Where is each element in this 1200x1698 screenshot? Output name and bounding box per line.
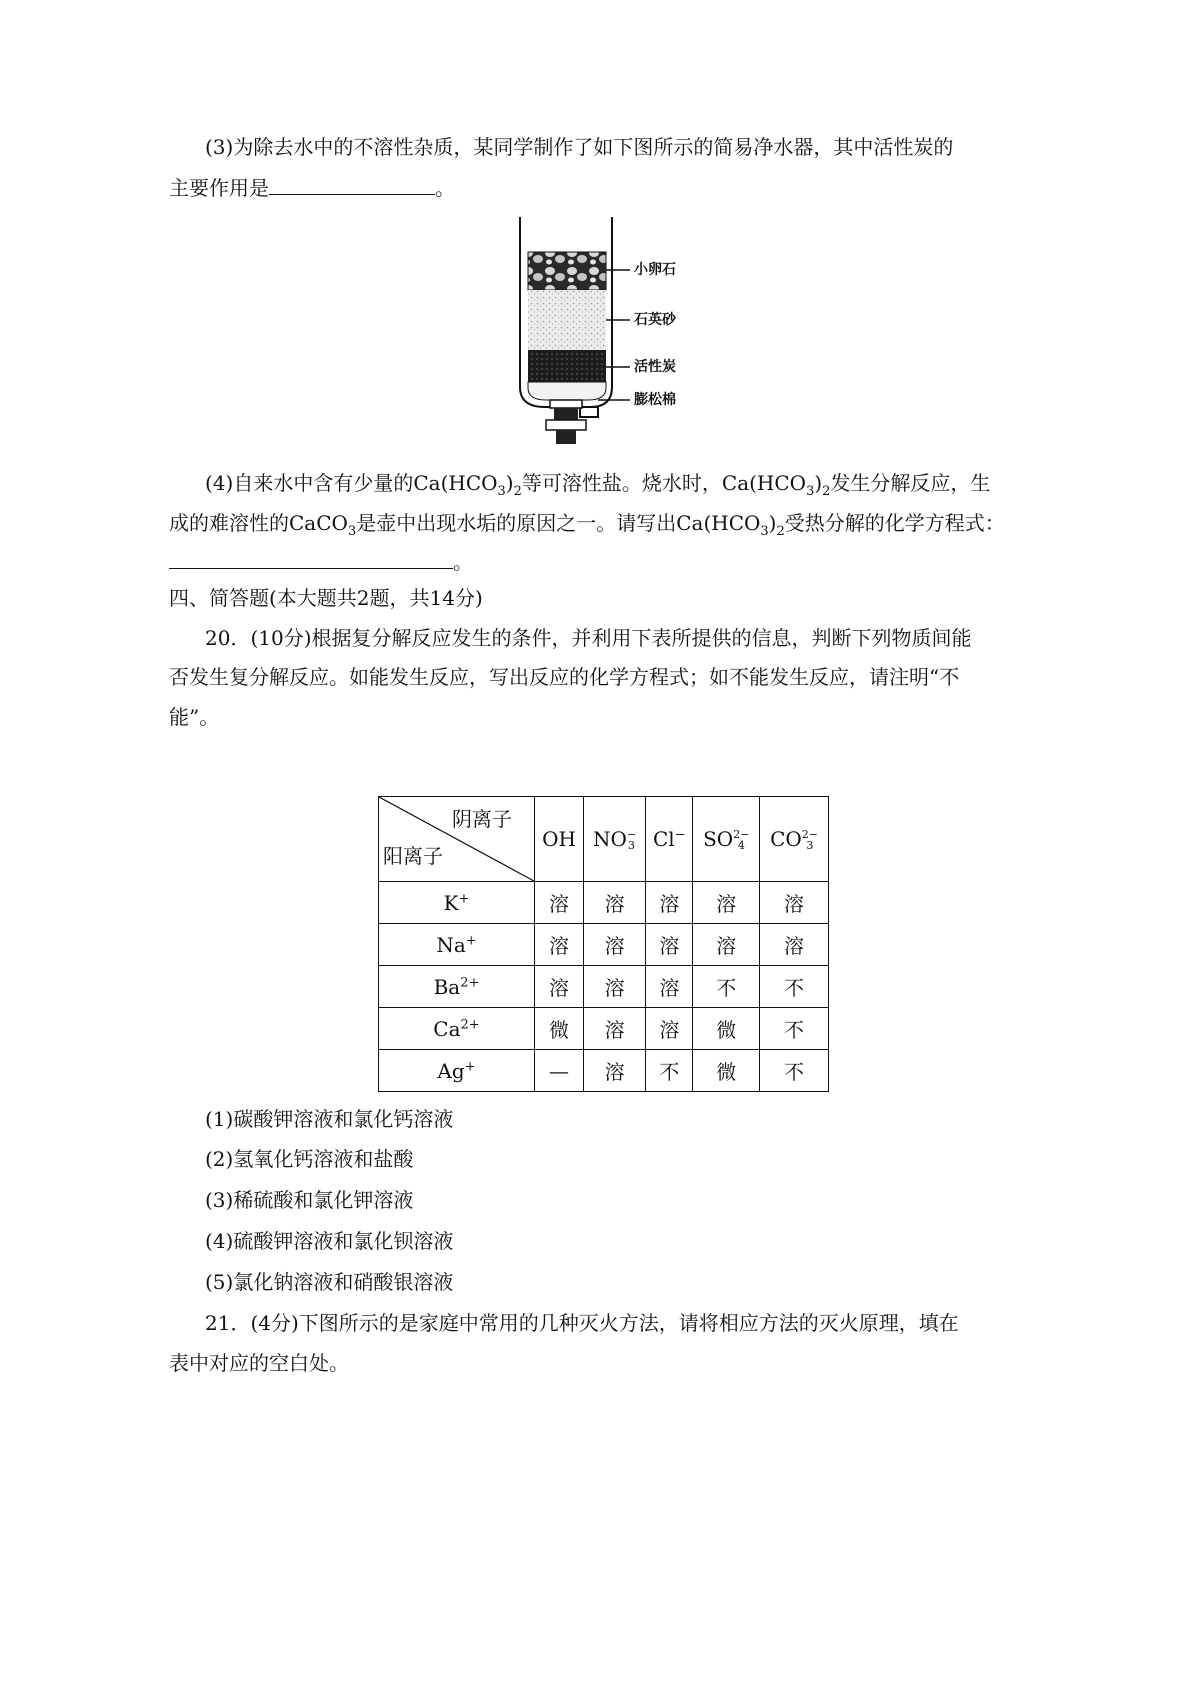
table-row bbox=[379, 1050, 829, 1092]
table-cell: 不 bbox=[760, 966, 829, 1008]
q20-line2: 否发生复分解反应。如能发生反应，写出反应的化学方程式；如不能发生反应，请注明“不 bbox=[169, 665, 960, 689]
table-cell: 溶 bbox=[646, 924, 693, 966]
anion-oh: OH bbox=[535, 797, 584, 882]
section-heading: 四、简答题(本大题共2题，共14分) bbox=[169, 586, 483, 610]
table-cell: 溶 bbox=[584, 1050, 646, 1092]
q4-line1: (4)自来水中含有少量的$Ca(HCO_3)_2$等可溶性盐。烧水时，$Ca(HCO_3)_2$发生分解反应，生 bbox=[205, 471, 991, 499]
q20-line3: 能”。 bbox=[169, 705, 220, 729]
table-cell: 溶 bbox=[760, 924, 829, 966]
table-cell: 溶 bbox=[646, 882, 693, 924]
cation-header: 阳离子 bbox=[383, 844, 443, 868]
table-cell: 溶 bbox=[535, 882, 584, 924]
table-cell: 溶 bbox=[535, 966, 584, 1008]
table-row bbox=[379, 1008, 829, 1050]
table-cell: 不 bbox=[760, 1008, 829, 1050]
table-cell: 微 bbox=[693, 1050, 760, 1092]
q20-line1: 20．(10分)根据复分解反应发生的条件，并利用下表所提供的信息，判断下列物质间能 bbox=[205, 626, 972, 650]
q4-line3: 。 bbox=[169, 548, 473, 576]
table-row bbox=[379, 924, 829, 966]
table-cell: 溶 bbox=[535, 924, 584, 966]
anion-no3: NO − 3 bbox=[584, 797, 646, 882]
q3-line1: (3)为除去水中的不溶性杂质，某同学制作了如下图所示的简易净水器，其中活性炭的 bbox=[205, 135, 954, 159]
table-cell: 溶 bbox=[584, 966, 646, 1008]
q21-line2: 表中对应的空白处。 bbox=[169, 1351, 349, 1375]
anion-co3: CO 2− 3 bbox=[760, 797, 829, 882]
q20-item-4: (4)硫酸钾溶液和氯化钡溶液 bbox=[205, 1229, 454, 1253]
table-cell: 微 bbox=[535, 1008, 584, 1050]
table-cell: 不 bbox=[760, 1050, 829, 1092]
table-cell: 溶 bbox=[646, 1008, 693, 1050]
header-diagonal-cell bbox=[379, 797, 535, 882]
table-cell: 溶 bbox=[646, 966, 693, 1008]
table-row bbox=[379, 882, 829, 924]
cation-na: Na+ bbox=[379, 924, 535, 966]
table-row bbox=[379, 966, 829, 1008]
q4-line2: 成的难溶性的CaCO$_3$是壶中出现水垢的原因之一。请写出$Ca(HCO_3)_2$受热分解的化学方程式： bbox=[169, 511, 1005, 539]
table-cell: 溶 bbox=[760, 882, 829, 924]
water-filter-figure bbox=[500, 212, 700, 458]
table-cell: 不 bbox=[646, 1050, 693, 1092]
table-cell: 微 bbox=[693, 1008, 760, 1050]
cation-k: K+ bbox=[379, 882, 535, 924]
answer-blank[interactable] bbox=[269, 174, 435, 195]
table-cell: 溶 bbox=[584, 924, 646, 966]
q20-item-5: (5)氯化钠溶液和硝酸银溶液 bbox=[205, 1270, 454, 1294]
table-cell: 溶 bbox=[584, 1008, 646, 1050]
q20-item-2: (2)氢氧化钙溶液和盐酸 bbox=[205, 1147, 414, 1171]
cation-ba: $Ba^{2+}$ bbox=[379, 966, 535, 1008]
table-cell: 溶 bbox=[584, 882, 646, 924]
anion-so4: SO 2− 4 bbox=[693, 797, 760, 882]
q21-line1: 21．(4分)下图所示的是家庭中常用的几种灭火方法，请将相应方法的灭火原理，填在 bbox=[205, 1311, 959, 1335]
equation-blank[interactable] bbox=[169, 548, 453, 569]
table-cell: 不 bbox=[693, 966, 760, 1008]
table-cell: — bbox=[535, 1050, 584, 1092]
label-pebbles: 小卵石 bbox=[634, 262, 676, 278]
q20-item-1: (1)碳酸钾溶液和氯化钙溶液 bbox=[205, 1107, 454, 1131]
label-quartz-sand: 石英砂 bbox=[634, 312, 676, 328]
cation-ag: Ag+ bbox=[379, 1050, 535, 1092]
label-activated-carbon: 活性炭 bbox=[634, 359, 676, 375]
anion-header: 阴离子 bbox=[452, 807, 512, 831]
q3-line2: 主要作用是 。 bbox=[169, 176, 455, 200]
table-cell: 溶 bbox=[693, 924, 760, 966]
label-cotton: 膨松棉 bbox=[634, 392, 676, 408]
anion-cl: Cl− bbox=[646, 797, 693, 882]
q20-item-3: (3)稀硫酸和氯化钾溶液 bbox=[205, 1188, 414, 1212]
solubility-table bbox=[378, 796, 829, 1092]
table-cell: 溶 bbox=[693, 882, 760, 924]
cation-ca: $Ca^{2+}$ bbox=[379, 1008, 535, 1050]
